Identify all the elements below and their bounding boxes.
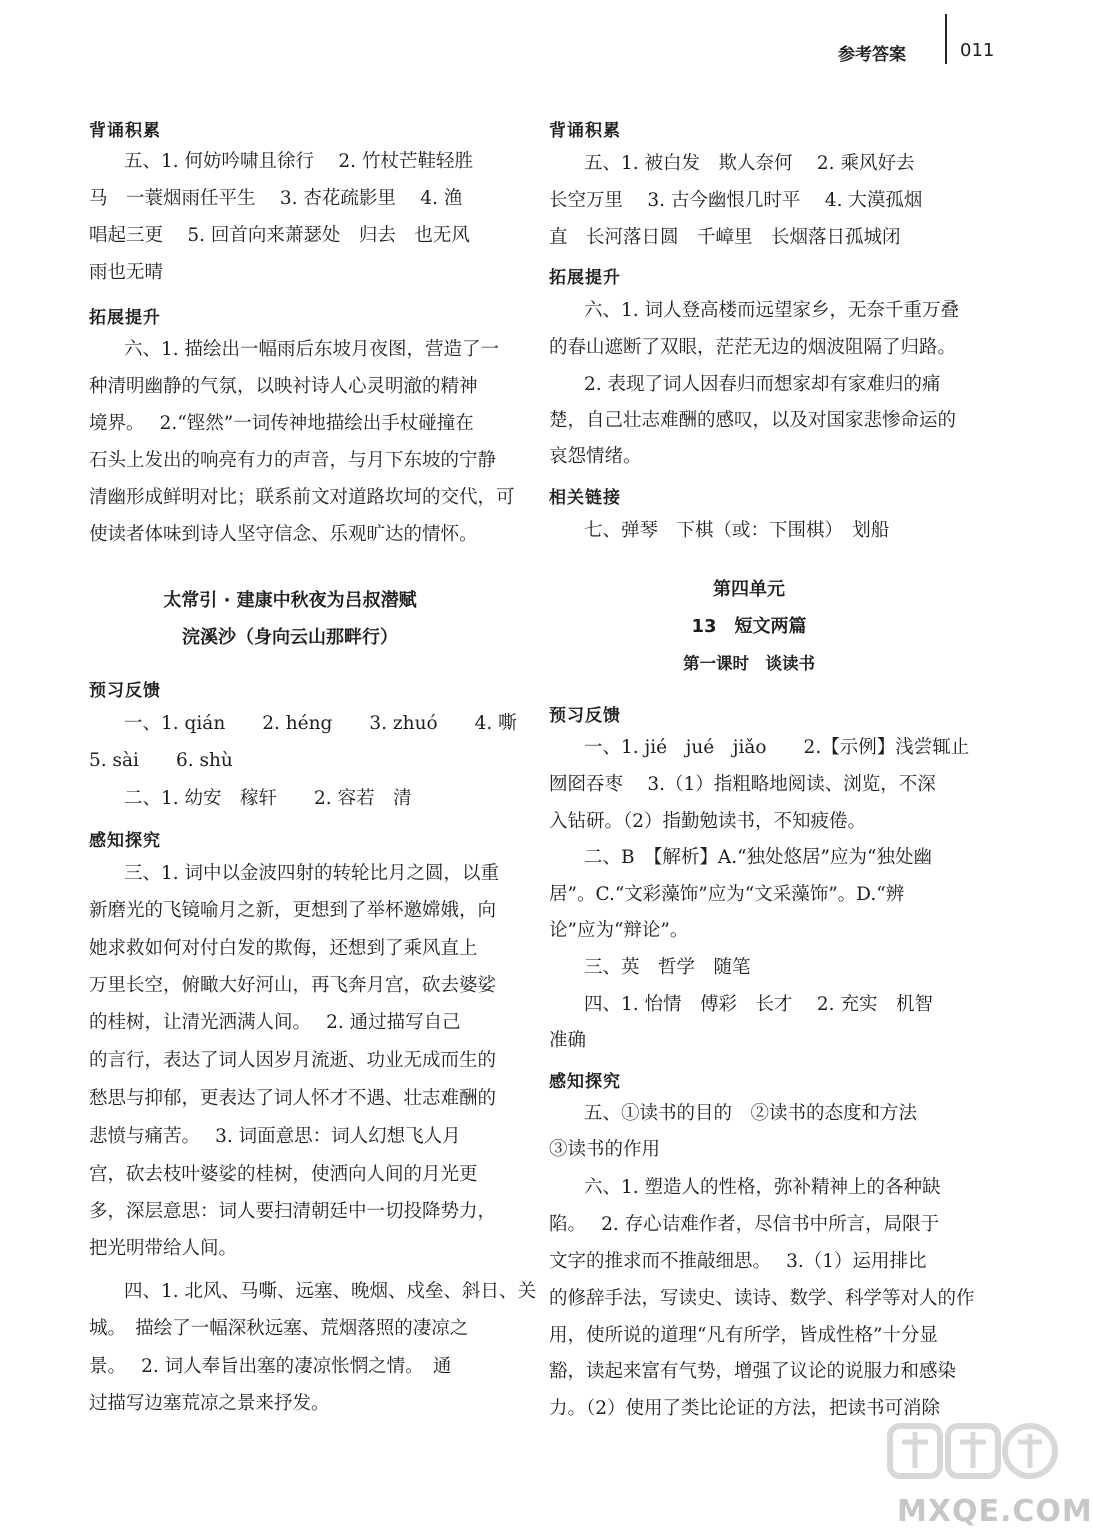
watermark-text: MXQE.COM [897, 1494, 1093, 1529]
text-line: 哀怨情绪。 [549, 446, 642, 467]
text-line: 三、英 哲学 随笔 [584, 957, 751, 978]
section-heading: 背诵积累 [549, 121, 621, 141]
header-section-title: 参考答案 [838, 45, 906, 65]
text-line: 居”。C.“文彩藻饰”应为“文采藻饰”。D.“辨 [549, 884, 905, 905]
text-line: 的言行，表达了词人因岁月流逝、功业无成而生的 [89, 1050, 497, 1071]
lesson-title: 13 短文两篇 [691, 616, 807, 637]
text-line: 悲愤与痛苦。 3. 词面意思：词人幻想飞人月 [89, 1126, 461, 1147]
text-line: 豁，读起来富有气势，增强了议论的说服力和感染 [549, 1361, 957, 1382]
unit-title: 第四单元 [713, 579, 785, 600]
section-heading: 感知探究 [549, 1072, 621, 1092]
text-line: 雨也无晴 [89, 262, 164, 283]
text-line: 新磨光的飞镜喻月之新，更想到了举杯邀嫦娥，向 [89, 900, 497, 921]
text-line: 唱起三更 5. 回首向来萧瑟处 归去 也无风 [89, 225, 470, 246]
text-line: 六、1. 塑造人的性格，弥补精神上的各种缺 [584, 1177, 941, 1198]
text-line: 直 长河落日圆 千嶂里 长烟落日孤城闭 [549, 227, 901, 248]
text-line: 陷。 2. 存心诘难作者，尽信书中所言，局限于 [549, 1214, 940, 1235]
text-line: 2. 表现了词人因春归而想家却有家难归的痛 [584, 374, 941, 395]
lesson-title: 浣溪沙（身向云山那畔行） [182, 627, 398, 648]
text-line: 力。（2）使用了类比论证的方法，把读书可消除 [549, 1398, 941, 1419]
text-line: 景。 2. 词人奉旨出塞的凄凉怅惘之情。 通 [89, 1356, 452, 1377]
text-line: 入钻研。（2）指勤勉读书，不知疲倦。 [549, 811, 867, 832]
text-line: 六、1. 词人登高楼而远望家乡，无奈千重万叠 [584, 300, 960, 321]
text-line: 论”应为“辩论”。 [549, 920, 689, 941]
text-line: 四、1. 怡情 傅彩 长才 2. 充实 机智 [584, 994, 933, 1015]
text-line: 三、1. 词中以金波四射的转轮比月之圆，以重 [124, 863, 500, 884]
section-heading: 背诵积累 [89, 121, 161, 141]
text-line: 长空万里 3. 古今幽恨几时平 4. 大漠孤烟 [549, 190, 923, 211]
section-heading: 相关链接 [549, 488, 621, 508]
text-line: 把光明带给人间。 [89, 1238, 238, 1259]
section-heading: 拓展提升 [89, 308, 161, 328]
text-line: 一、1. jié jué jiǎo 2.【示例】浅尝辄止 [584, 737, 970, 758]
text-line: 的修辞手法，写读史、读诗、数学、科学等对人的作 [549, 1288, 975, 1309]
text-line: 愁思与抑郁，更表达了词人怀才不遇、壮志难酬的 [89, 1088, 497, 1109]
text-line: 四、1. 北风、马嘶、远塞、晚烟、戍垒、斜日、关 [124, 1281, 537, 1302]
text-line: 她求救如何对付白发的欺侮，还想到了乘风直上 [89, 938, 478, 959]
text-line: 二、B 【解析】A.“独处悠居”应为“独处幽 [584, 847, 932, 868]
text-line: 楚，自己壮志难酬的感叹，以及对国家悲惨命运的 [549, 410, 957, 431]
text-line: 多，深层意思：词人要扫清朝廷中一切投降势力， [89, 1201, 497, 1222]
text-line: 的春山遮断了双眼，茫茫无边的烟波阻隔了归路。 [549, 337, 957, 358]
text-line: 二、1. 幼安 稼轩 2. 容若 清 [124, 788, 412, 809]
text-line: 准确 [549, 1030, 587, 1051]
text-line: ③读书的作用 [549, 1139, 661, 1160]
text-line: 一、1. qián 2. héng 3. zhuó 4. 嘶 [124, 713, 517, 734]
section-heading: 预习反馈 [549, 706, 621, 726]
text-line: 六、1. 描绘出一幅雨后东坡月夜图，营造了一 [124, 339, 500, 360]
text-line: 五、①读书的目的 ②读书的态度和方法 [584, 1103, 918, 1124]
text-line: 五、1. 何妨吟啸且徐行 2. 竹杖芒鞋轻胜 [124, 151, 473, 172]
text-line: 过描写边塞荒凉之景来抒发。 [89, 1393, 330, 1414]
text-line: 种清明幽静的气氛，以映衬诗人心灵明澈的精神 [89, 376, 478, 397]
text-line: 囫囵吞枣 3.（1）指粗略地阅读、浏览，不深 [549, 774, 936, 795]
text-line: 马 一蓑烟雨任平生 3. 杏花疏影里 4. 渔 [89, 188, 463, 209]
text-line: 使读者体味到诗人坚守信念、乐观旷达的情怀。 [89, 524, 478, 545]
lesson-title: 太常引 · 建康中秋夜为吕叔潜赋 [163, 590, 417, 611]
page-number: 011 [960, 40, 995, 61]
section-heading: 预习反馈 [89, 681, 161, 701]
text-line: 5. sài 6. shù [89, 750, 233, 771]
text-line: 石头上发出的响亮有力的声音，与月下东坡的宁静 [89, 450, 497, 471]
text-line: 宫，砍去枝叶婆娑的桂树，使洒向人间的月光更 [89, 1164, 478, 1185]
header-divider [945, 14, 947, 64]
text-line: 境界。 2.“铿然”一词传神地描绘出手杖碰撞在 [89, 413, 474, 434]
text-line: 城。 描绘了一幅深秋远塞、荒烟落照的凄凉之 [89, 1318, 469, 1339]
text-line: 七、弹琴 下棋（或：下围棋） 划船 [584, 520, 890, 541]
text-line: 文字的推求而不推敲细思。 3.（1）运用排比 [549, 1251, 927, 1272]
section-heading: 感知探究 [89, 831, 161, 851]
text-line: 用，使所说的道理“凡有所学，皆成性格”十分显 [549, 1325, 938, 1346]
section-heading: 拓展提升 [549, 268, 621, 288]
text-line: 五、1. 被白发 欺人奈何 2. 乘风好去 [584, 153, 915, 174]
lesson-subtitle: 第一课时 谈读书 [683, 654, 815, 673]
text-line: 清幽形成鲜明对比；联系前文对道路坎坷的交代，可 [89, 487, 515, 508]
text-line: 的桂树，让清光洒满人间。 2. 通过描写自己 [89, 1012, 461, 1033]
text-line: 万里长空，俯瞰大好河山，再飞奔月宫，砍去婆娑 [89, 975, 497, 996]
